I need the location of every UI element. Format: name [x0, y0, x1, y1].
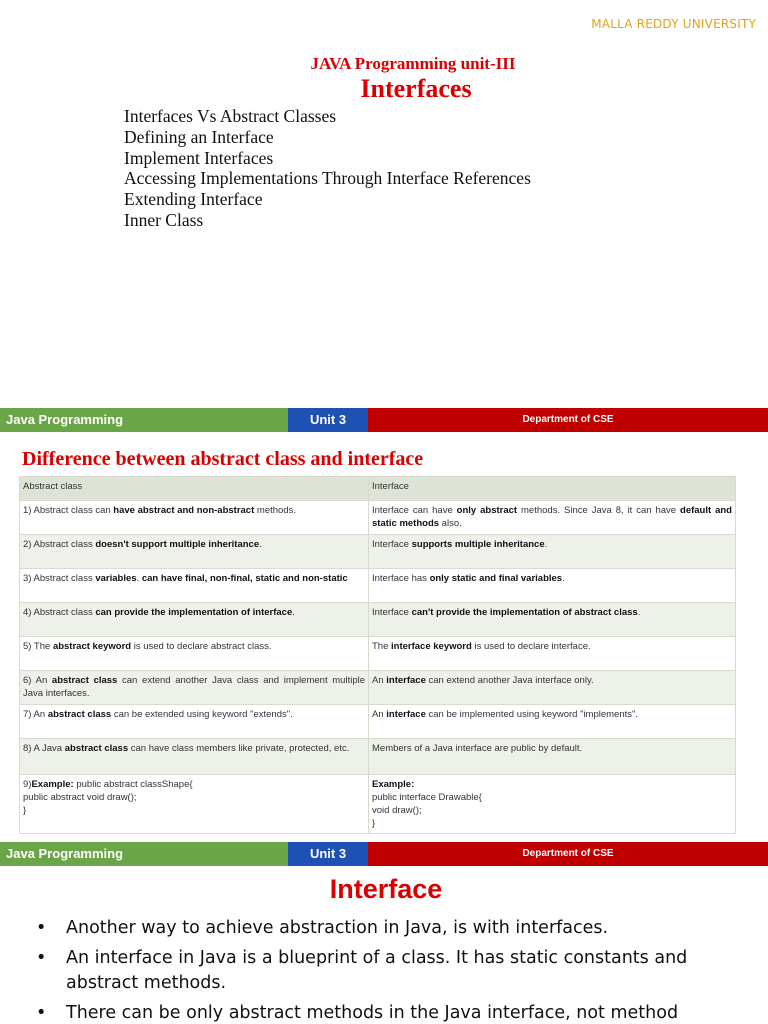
cell-text: .	[637, 607, 641, 618]
interface-title: Interface	[329, 874, 443, 904]
university-name: MALLA REDDY UNIVERSITY	[591, 17, 756, 31]
bullet-dot: •	[36, 918, 47, 938]
abstract-class-cell	[20, 535, 369, 569]
cell-text: An	[372, 709, 387, 720]
bullet-list	[36, 916, 736, 1024]
cell-text: .	[259, 539, 262, 550]
cell-text: interface keyword	[391, 641, 472, 652]
interface-cell	[369, 501, 736, 535]
abstract-class-cell	[20, 501, 369, 535]
footer-unit: Unit 3	[288, 408, 368, 432]
table-row	[20, 603, 736, 637]
cell-text: interface	[386, 709, 426, 720]
interface-cell	[369, 671, 736, 705]
cell-text: public abstract classShape{ public abstract void draw(); }	[23, 779, 193, 816]
bullet-text: An interface in Java is a blueprint of a class. It has static constants and abstract methods.	[66, 948, 688, 993]
slide-title: Interfaces	[360, 74, 472, 103]
cell-text: can be implemented using keyword "implements".	[425, 709, 639, 720]
cell-text: default and static methods	[372, 505, 732, 529]
topic-item: Defining an Interface	[124, 126, 274, 147]
bullet-text: Another way to achieve abstraction in Java, is with interfaces.	[66, 918, 609, 938]
slide-1	[0, 0, 768, 408]
interface-cell	[369, 739, 736, 775]
cell-text: can extend another Java class and implement multiple Java interfaces.	[23, 675, 366, 699]
bullet-item	[36, 946, 736, 996]
cell-text: 4) Abstract class	[23, 607, 96, 618]
cell-text: Interface	[372, 539, 412, 550]
slide-3	[0, 866, 768, 1024]
interface-cell	[369, 535, 736, 569]
cell-text: only abstract	[456, 505, 518, 516]
header-abstract-class: Abstract class	[20, 477, 369, 501]
cell-text: abstract class	[47, 709, 112, 720]
comparison-table	[19, 476, 736, 834]
bullet-text: There can be only abstract methods in the Java interface, not method	[66, 1003, 679, 1023]
topic-item: Accessing Implementations Through Interface References	[124, 168, 531, 189]
interface-cell	[369, 603, 736, 637]
table-row	[20, 501, 736, 535]
cell-text: supports multiple inheritance	[411, 539, 545, 550]
cell-text: Interface has	[372, 573, 430, 584]
footer-department: Department of CSE	[368, 842, 768, 866]
table-header-row	[20, 477, 736, 501]
interface-cell	[369, 775, 736, 834]
cell-text: can have class members like private, protected, etc.	[128, 743, 350, 754]
cell-text: Example:	[372, 779, 415, 790]
cell-text: variables	[95, 573, 137, 584]
cell-text: is used to declare interface.	[471, 641, 591, 652]
cell-text: .	[292, 607, 295, 618]
abstract-class-cell	[20, 705, 369, 739]
topic-item: Implement Interfaces	[124, 147, 274, 168]
topic-item: Interfaces Vs Abstract Classes	[124, 106, 337, 126]
table-row	[20, 775, 736, 834]
cell-text: 9)	[23, 779, 32, 790]
cell-text: can be extended using keyword "extends".	[111, 709, 293, 720]
cell-text: doesn't support multiple inheritance	[95, 539, 260, 550]
cell-text: 3) Abstract class	[23, 573, 96, 584]
cell-text: 5) The	[23, 641, 53, 652]
table-row	[20, 671, 736, 705]
cell-text: abstract keyword	[52, 641, 132, 652]
cell-text: can extend another Java interface only.	[425, 675, 594, 686]
cell-text: Example:	[31, 779, 74, 790]
cell-text: public interface Drawable{ void draw(); }	[372, 792, 482, 829]
table-row	[20, 637, 736, 671]
table-row	[20, 569, 736, 603]
cell-text: 6) An	[23, 675, 52, 686]
slide-2	[0, 432, 768, 842]
table-row	[20, 535, 736, 569]
abstract-class-cell	[20, 671, 369, 705]
cell-text: Interface	[372, 607, 412, 618]
cell-text: only static and final variables	[429, 573, 563, 584]
cell-text: An	[372, 675, 387, 686]
cell-text: can't provide the implementation of abstract class	[411, 607, 638, 618]
topic-list	[124, 106, 531, 231]
cell-text: is used to declare abstract class.	[131, 641, 272, 652]
cell-text: abstract class	[51, 675, 118, 686]
cell-text: 1) Abstract class can	[23, 505, 114, 516]
topic-item: Inner Class	[124, 209, 204, 230]
bullet-dot: •	[36, 1003, 47, 1023]
cell-text: 7) An	[23, 709, 48, 720]
slide-footer	[0, 842, 768, 866]
header-interface: Interface	[369, 477, 736, 501]
cell-text: can provide the implementation of interface	[95, 607, 293, 618]
interface-cell	[369, 705, 736, 739]
cell-text: .	[544, 539, 548, 550]
cell-text: methods.	[254, 505, 296, 516]
cell-text: 2) Abstract class	[23, 539, 96, 550]
bullet-dot: •	[36, 948, 47, 968]
table-row	[20, 739, 736, 775]
abstract-class-cell	[20, 603, 369, 637]
cell-text: The	[372, 641, 392, 652]
cell-text: .	[562, 573, 565, 584]
cell-text: 8) A Java	[23, 743, 65, 754]
cell-text: Members of a Java interface are public by default.	[372, 743, 583, 754]
interface-cell	[369, 569, 736, 603]
cell-text: .	[136, 573, 142, 584]
footer-course: Java Programming	[0, 842, 288, 866]
slide-footer	[0, 408, 768, 432]
bullet-item	[36, 1001, 736, 1024]
abstract-class-cell	[20, 775, 369, 834]
cell-text: can have final, non-final, static and non-static	[141, 573, 348, 584]
footer-course: Java Programming	[0, 408, 288, 432]
interface-cell	[369, 637, 736, 671]
comparison-title: Difference between abstract class and interface	[22, 448, 424, 470]
abstract-class-cell	[20, 739, 369, 775]
cell-text: methods. Since Java 8, it can have	[517, 505, 681, 516]
bullet-item	[36, 916, 736, 941]
cell-text: abstract class	[64, 743, 129, 754]
footer-department: Department of CSE	[368, 408, 768, 432]
cell-text: interface	[386, 675, 426, 686]
cell-text: Interface can have	[372, 505, 457, 516]
table-row	[20, 705, 736, 739]
abstract-class-cell	[20, 569, 369, 603]
cell-text: have abstract and non-abstract	[113, 505, 255, 516]
footer-unit: Unit 3	[288, 842, 368, 866]
unit-title: JAVA Programming unit-III	[310, 54, 516, 73]
abstract-class-cell	[20, 637, 369, 671]
topic-item: Extending Interface	[124, 189, 263, 210]
cell-text: also.	[439, 518, 462, 529]
